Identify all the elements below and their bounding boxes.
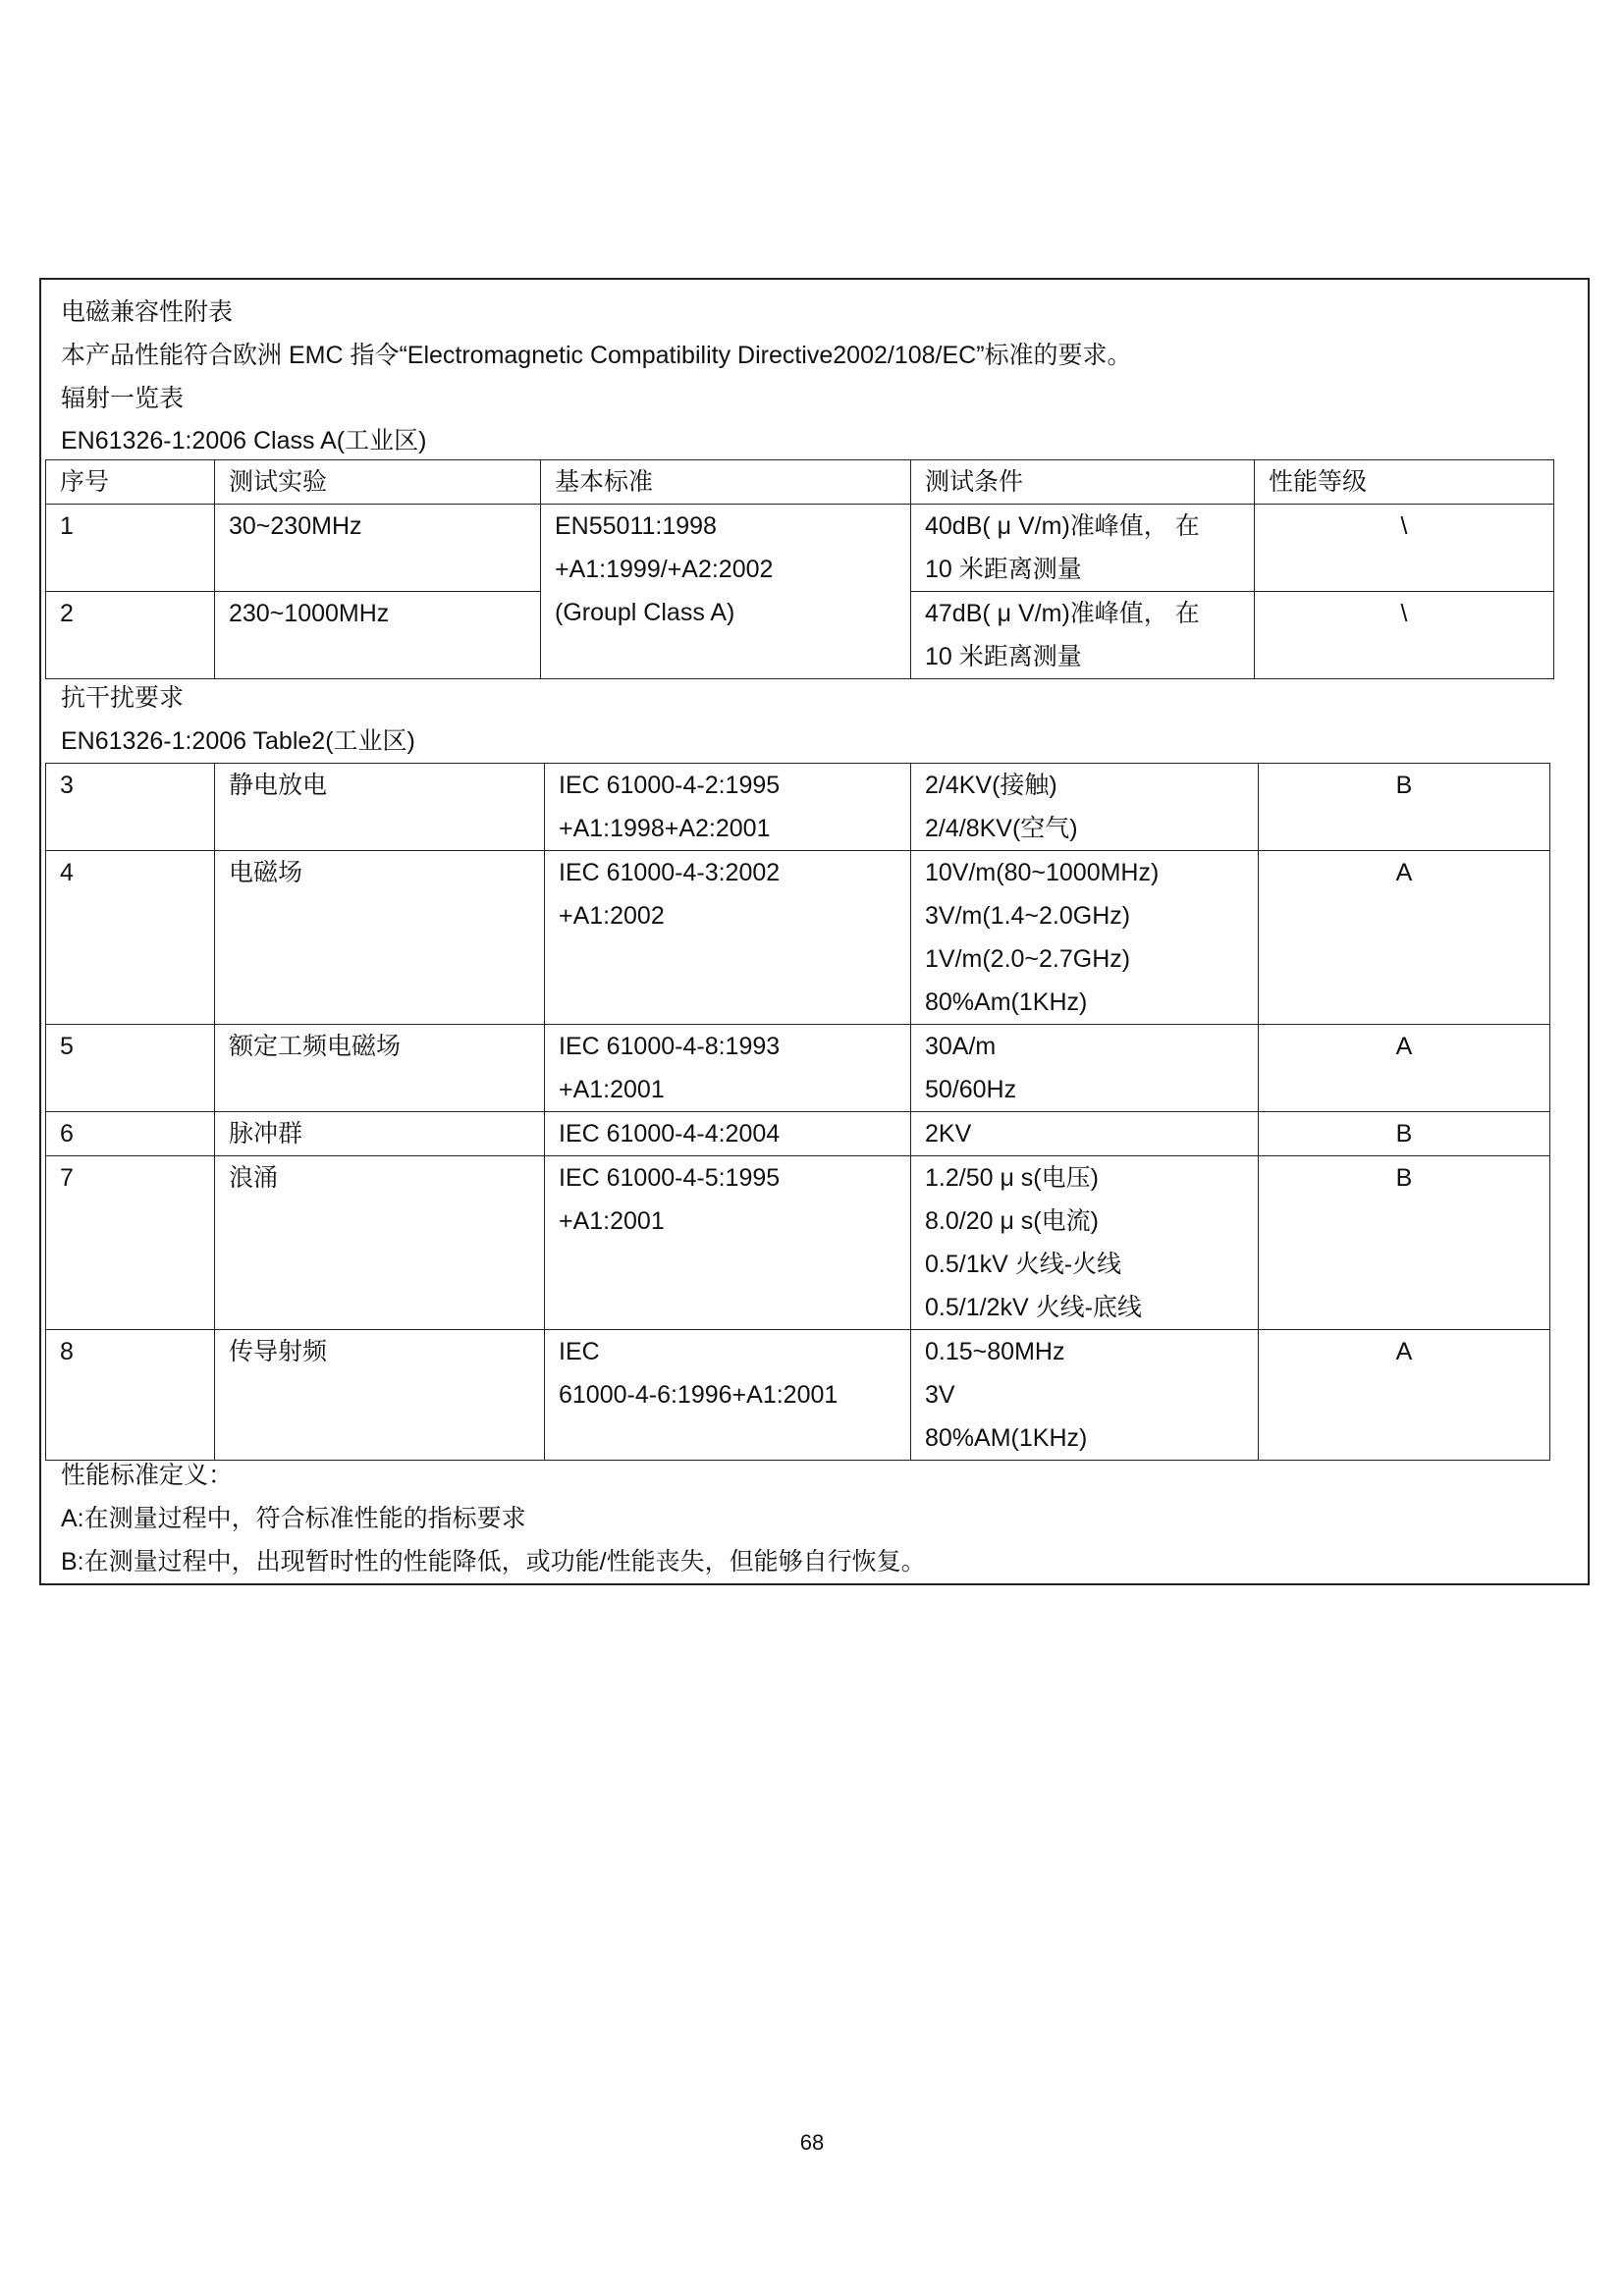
- basic-standard: [545, 1025, 911, 1112]
- test-name: 230~1000MHz: [215, 592, 541, 679]
- row-number: 2: [46, 592, 215, 679]
- test-name: 传导射频: [215, 1330, 545, 1461]
- row-number: 7: [46, 1156, 215, 1330]
- table-row: [46, 1025, 1550, 1112]
- condition-line: 3V: [925, 1381, 955, 1409]
- basic-standard: [541, 505, 911, 679]
- performance-grade: A: [1259, 1330, 1550, 1461]
- standard-line: IEC 61000-4-3:2002: [559, 859, 781, 886]
- standard-line: (Groupl Class A): [555, 599, 735, 626]
- condition-line: 1.2/50 μ s(电压): [925, 1164, 1099, 1192]
- row-number: 1: [46, 505, 215, 592]
- standard-line: IEC 61000-4-8:1993: [559, 1033, 781, 1060]
- standard-line: +A1:2001: [559, 1076, 665, 1103]
- standard-line: IEC 61000-4-4:2004: [559, 1120, 781, 1148]
- immunity-standard: EN61326-1:2006 Table2(工业区): [61, 727, 415, 755]
- row-number: 8: [46, 1330, 215, 1461]
- condition-line: 40dB( μ V/m)准峰值， 在: [925, 512, 1200, 540]
- test-conditions: [911, 505, 1255, 592]
- immunity-heading: 抗干扰要求: [61, 684, 185, 712]
- test-conditions: [911, 764, 1259, 851]
- condition-line: 0.5/1kV 火线-火线: [925, 1251, 1122, 1278]
- standard-line: +A1:1999/+A2:2002: [555, 556, 774, 583]
- standard-line: IEC 61000-4-2:1995: [559, 772, 781, 799]
- row-number: 6: [46, 1112, 215, 1156]
- table-row: [46, 764, 1550, 851]
- condition-line: 0.5/1/2kV 火线-底线: [925, 1294, 1142, 1321]
- row-number: 5: [46, 1025, 215, 1112]
- column-header: 基本标准: [541, 460, 911, 505]
- condition-line: 80%Am(1KHz): [925, 988, 1088, 1016]
- standard-line: IEC: [559, 1338, 600, 1365]
- page-number: 68: [799, 2130, 825, 2155]
- condition-line: 30A/m: [925, 1033, 997, 1060]
- row-number: 3: [46, 764, 215, 851]
- standard-line: 61000-4-6:1996+A1:2001: [559, 1381, 839, 1409]
- performance-grade: B: [1259, 1156, 1550, 1330]
- condition-line: 50/60Hz: [925, 1076, 1017, 1103]
- basic-standard: [545, 1156, 911, 1330]
- basic-standard: [545, 764, 911, 851]
- column-header: 性能等级: [1255, 460, 1554, 505]
- table-row: [46, 851, 1550, 1025]
- performance-grade: \: [1255, 592, 1554, 679]
- basic-standard: [545, 1112, 911, 1156]
- emission-table: [45, 459, 1554, 679]
- performance-grade: \: [1255, 505, 1554, 592]
- performance-grade: B: [1259, 764, 1550, 851]
- definition-b: B:在测量过程中，出现暂时性的性能降低，或功能/性能丧失，但能够自行恢复。: [61, 1548, 926, 1575]
- condition-line: 80%AM(1KHz): [925, 1424, 1088, 1452]
- column-header: 序号: [46, 460, 215, 505]
- test-conditions: [911, 1156, 1259, 1330]
- condition-line: 8.0/20 μ s(电流): [925, 1207, 1099, 1235]
- condition-line: 0.15~80MHz: [925, 1338, 1065, 1365]
- test-name: 脉冲群: [215, 1112, 545, 1156]
- basic-standard: [545, 851, 911, 1025]
- performance-grade: B: [1259, 1112, 1550, 1156]
- doc-title: 电磁兼容性附表: [61, 298, 234, 326]
- condition-line: 2/4KV(接触): [925, 772, 1057, 799]
- standard-line: +A1:2002: [559, 902, 665, 930]
- compliance-statement: 本产品性能符合欧洲 EMC 指令“Electromagnetic Compatibility Directive2002/108/EC”标准的要求。: [61, 342, 1132, 369]
- table-header-row: [46, 460, 1554, 505]
- test-name: 额定工频电磁场: [215, 1025, 545, 1112]
- condition-line: 3V/m(1.4~2.0GHz): [925, 902, 1131, 930]
- test-conditions: [911, 1330, 1259, 1461]
- test-conditions: [911, 1112, 1259, 1156]
- condition-line: 10 米距离测量: [925, 643, 1082, 670]
- table-row: [46, 1330, 1550, 1461]
- performance-grade: A: [1259, 851, 1550, 1025]
- condition-line: 1V/m(2.0~2.7GHz): [925, 945, 1131, 973]
- standard-line: EN55011:1998: [555, 512, 717, 540]
- test-name: 浪涌: [215, 1156, 545, 1330]
- standard-line: +A1:1998+A2:2001: [559, 815, 771, 842]
- condition-line: 2/4/8KV(空气): [925, 815, 1078, 842]
- table-row: [46, 1156, 1550, 1330]
- test-name: 静电放电: [215, 764, 545, 851]
- test-name: 电磁场: [215, 851, 545, 1025]
- condition-line: 2KV: [925, 1120, 972, 1148]
- test-name: 30~230MHz: [215, 505, 541, 592]
- basic-standard: [545, 1330, 911, 1461]
- emission-heading: 辐射一览表: [61, 385, 185, 412]
- test-conditions: [911, 851, 1259, 1025]
- standard-line: +A1:2001: [559, 1207, 665, 1235]
- test-conditions: [911, 1025, 1259, 1112]
- table-row: [46, 505, 1554, 592]
- definition-a: A:在测量过程中，符合标准性能的指标要求: [61, 1505, 526, 1532]
- row-number: 4: [46, 851, 215, 1025]
- condition-line: 47dB( μ V/m)准峰值， 在: [925, 600, 1200, 627]
- definitions-heading: 性能标准定义：: [61, 1462, 234, 1489]
- immunity-table: [45, 763, 1550, 1461]
- emission-standard: EN61326-1:2006 Class A(工业区): [61, 427, 427, 454]
- table-row: [46, 1112, 1550, 1156]
- condition-line: 10V/m(80~1000MHz): [925, 859, 1160, 886]
- condition-line: 10 米距离测量: [925, 556, 1082, 583]
- test-conditions: [911, 592, 1255, 679]
- column-header: 测试实验: [215, 460, 541, 505]
- performance-grade: A: [1259, 1025, 1550, 1112]
- standard-line: IEC 61000-4-5:1995: [559, 1164, 781, 1192]
- column-header: 测试条件: [911, 460, 1255, 505]
